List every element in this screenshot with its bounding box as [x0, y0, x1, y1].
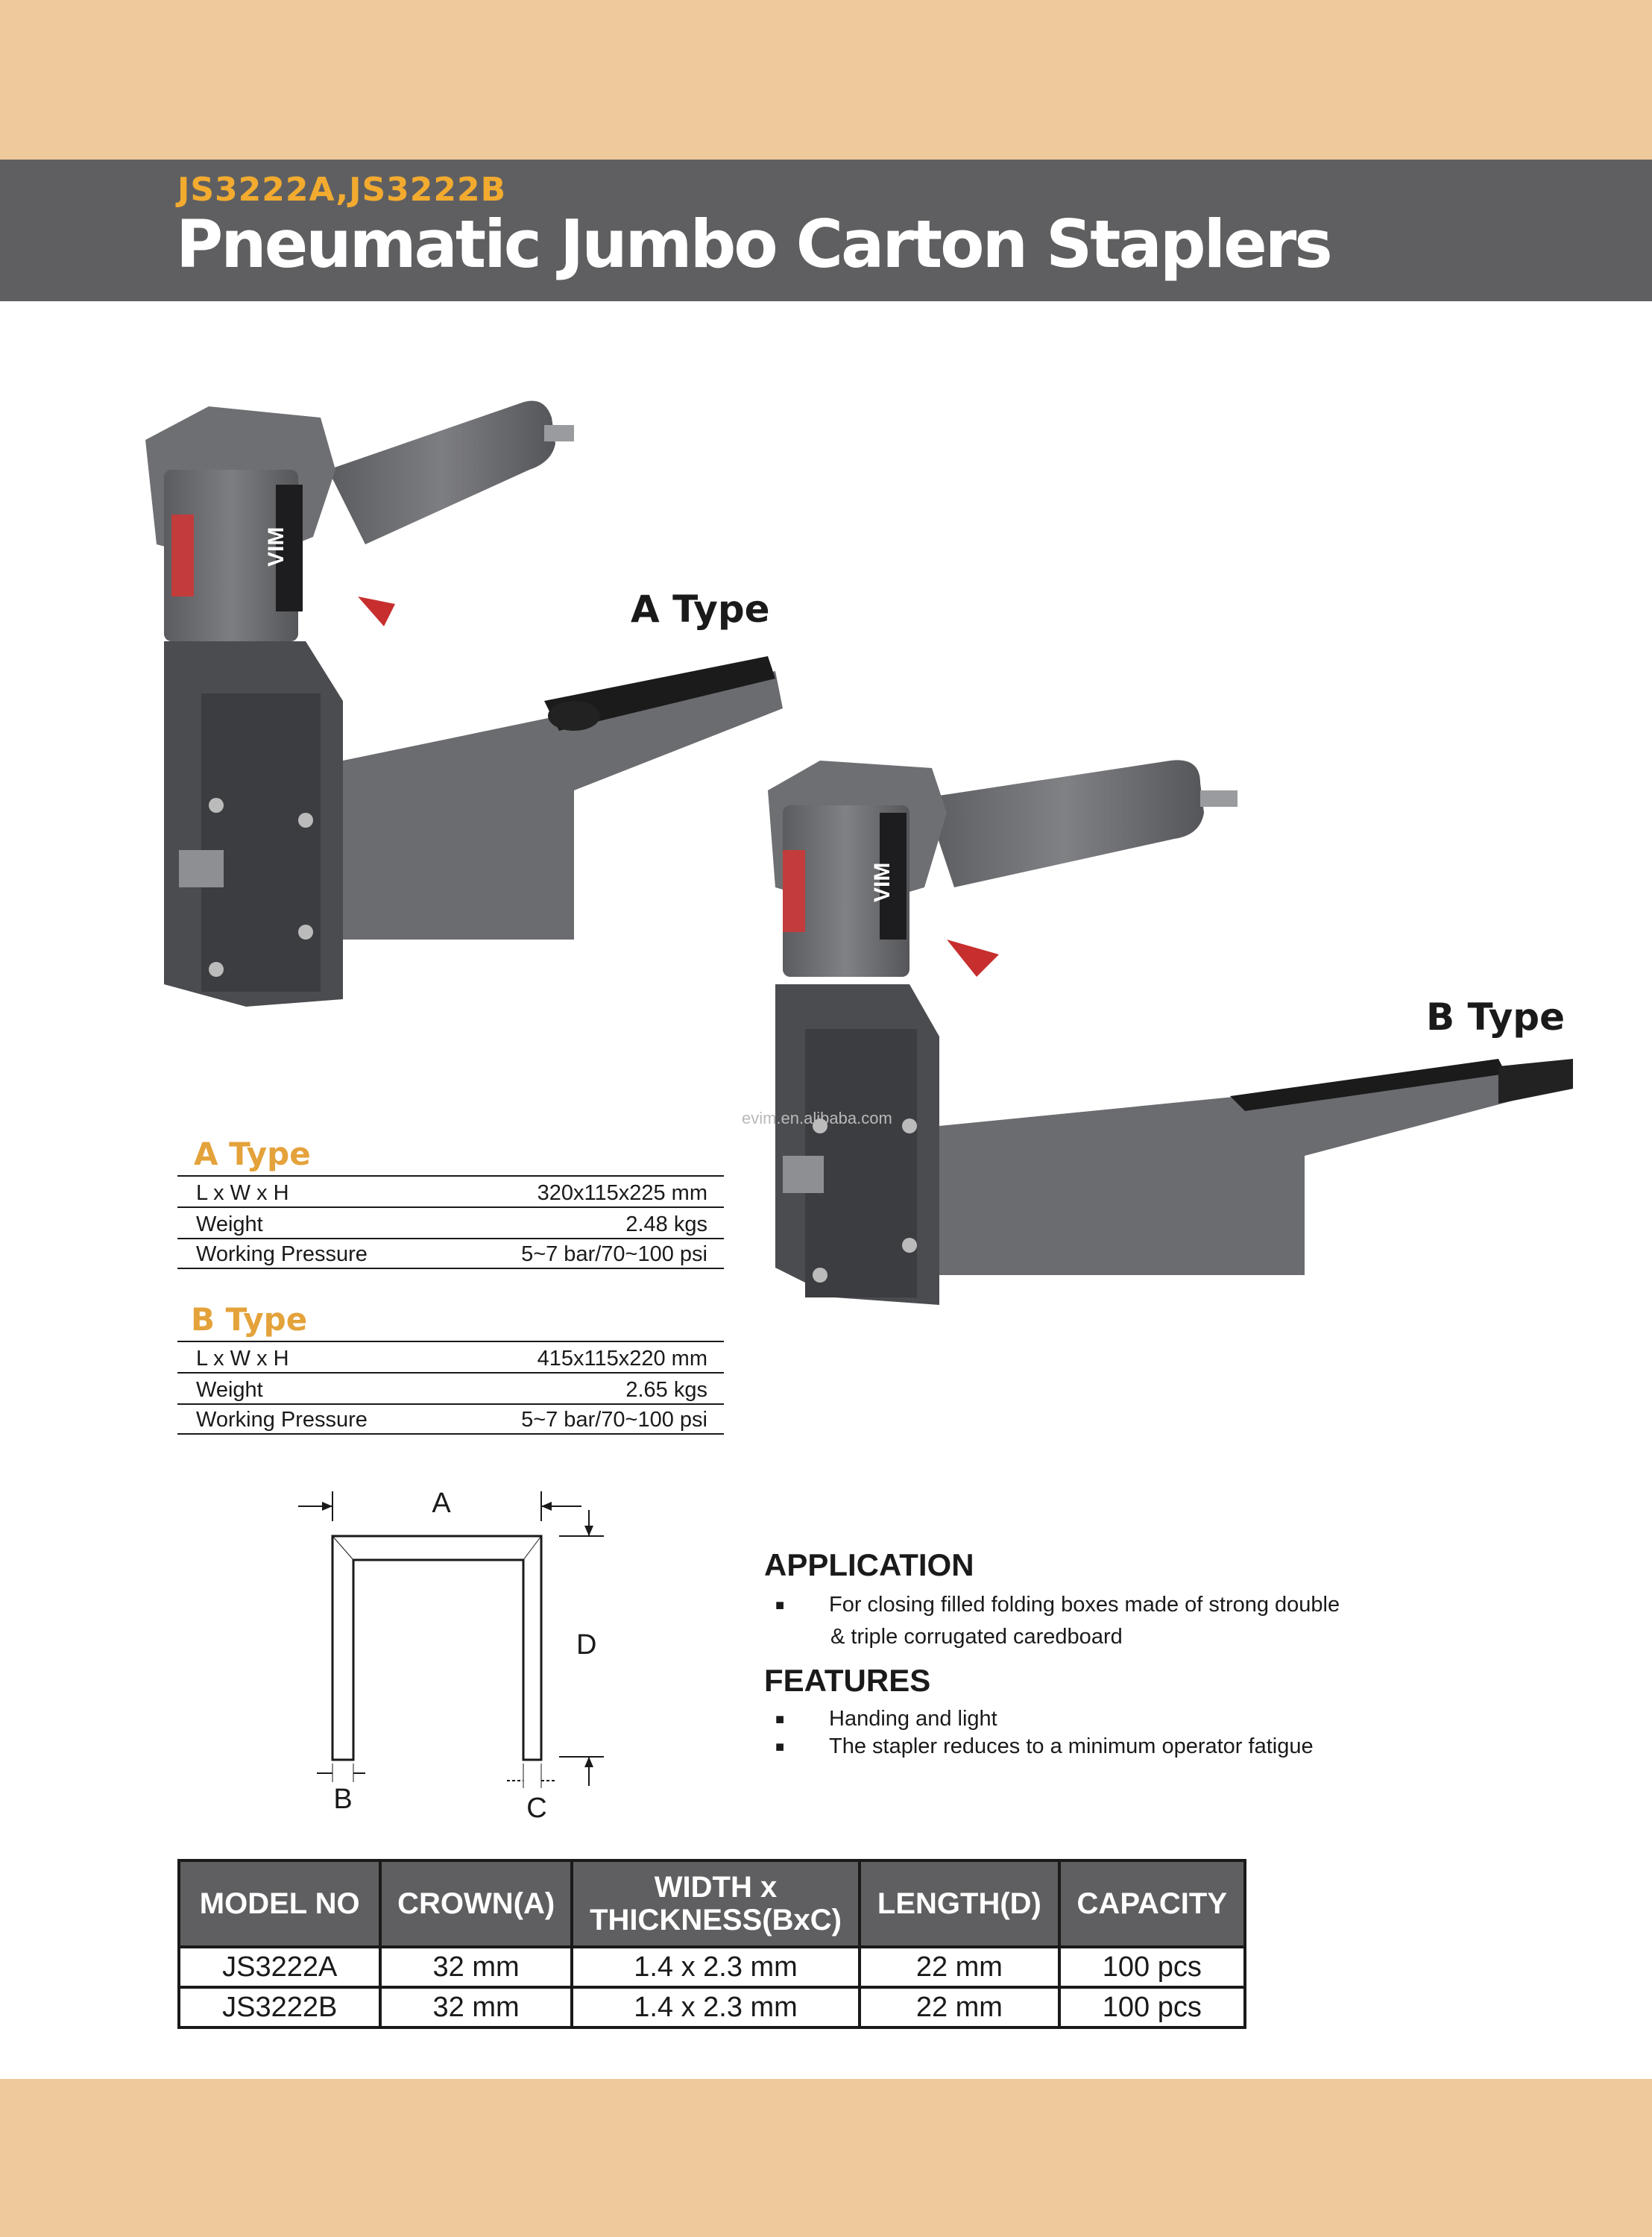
cell-crown: 32 mm — [380, 1947, 571, 1987]
features-heading: FEATURES — [764, 1663, 931, 1698]
application-line-2: & triple corrugated caredboard — [830, 1625, 1123, 1649]
header-model-no: MODEL NO — [179, 1860, 380, 1947]
application-line-1: For closing filled folding boxes made of strong double — [829, 1593, 1340, 1617]
cell-width-thickness: 1.4 x 2.3 mm — [572, 1947, 860, 1987]
spec-label: L x W x H — [196, 1347, 289, 1371]
model-numbers: JS3222A,JS3222B — [177, 171, 507, 209]
application-item — [775, 1590, 1340, 1620]
header-width-thickness — [572, 1860, 860, 1947]
staple-dimension-diagram — [283, 1476, 626, 1834]
a-type-specs — [177, 1133, 724, 1269]
bullet-square-icon: ■ — [775, 1597, 785, 1614]
spec-label: L x W x H — [196, 1181, 289, 1205]
spec-title: B Type — [191, 1301, 308, 1338]
features-item-text: Handing and light — [829, 1707, 997, 1731]
spec-value: 5~7 bar/70~100 psi — [521, 1408, 707, 1432]
spec-row — [177, 1341, 724, 1372]
model-table — [177, 1859, 1246, 2029]
cell-model: JS3222A — [179, 1947, 380, 1987]
a-type-brand-logo: VIM — [264, 526, 289, 567]
header-thickness-line: THICKNESS(BxC) — [590, 1904, 842, 1936]
dimension-c-label: C — [526, 1793, 547, 1824]
application-item-continued — [830, 1622, 1123, 1652]
spec-row — [177, 1403, 724, 1435]
features-item — [775, 1731, 1314, 1762]
spec-value: 320x115x225 mm — [537, 1181, 707, 1205]
b-type-label: B Type — [1426, 995, 1565, 1039]
bullet-square-icon: ■ — [775, 1711, 785, 1728]
header-length: LENGTH(D) — [860, 1860, 1059, 1947]
spec-row — [177, 1175, 724, 1206]
spec-title: A Type — [194, 1136, 311, 1172]
features-item — [775, 1704, 997, 1734]
spec-row — [177, 1206, 724, 1238]
dimension-a-label: A — [432, 1488, 451, 1519]
spec-value: 2.65 kgs — [625, 1378, 707, 1402]
spec-label: Working Pressure — [196, 1408, 368, 1432]
table-row — [179, 1987, 1245, 2027]
features-item-text: The stapler reduces to a minimum operator fatigue — [829, 1734, 1314, 1758]
watermark: evim.en.alibaba.com — [742, 1109, 892, 1127]
b-type-specs — [177, 1299, 724, 1435]
spec-label: Working Pressure — [196, 1242, 368, 1266]
dimension-d-label: D — [576, 1629, 597, 1661]
header-width-line: WIDTH x — [654, 1871, 778, 1904]
bottom-band — [0, 2079, 1652, 2237]
spec-value: 415x115x220 mm — [537, 1347, 707, 1371]
spec-value: 2.48 kgs — [625, 1212, 707, 1236]
cell-capacity: 100 pcs — [1059, 1947, 1245, 1987]
cell-length: 22 mm — [860, 1987, 1059, 2027]
cell-capacity: 100 pcs — [1059, 1987, 1245, 2027]
page-title: Pneumatic Jumbo Carton Staplers — [176, 206, 1331, 283]
table-row — [179, 1947, 1245, 1987]
cell-model: JS3222B — [179, 1987, 380, 2027]
cell-width-thickness: 1.4 x 2.3 mm — [572, 1987, 860, 2027]
header-crown: CROWN(A) — [380, 1860, 571, 1947]
header-capacity: CAPACITY — [1059, 1860, 1245, 1947]
application-heading: APPLICATION — [764, 1547, 974, 1582]
dimension-b-label: B — [333, 1784, 353, 1815]
cell-length: 22 mm — [860, 1947, 1059, 1987]
spec-row — [177, 1372, 724, 1403]
spec-value: 5~7 bar/70~100 psi — [521, 1242, 707, 1266]
a-type-stapler-image — [127, 373, 798, 1014]
spec-label: Weight — [196, 1212, 263, 1236]
spec-label: Weight — [196, 1378, 263, 1402]
cell-crown: 32 mm — [380, 1987, 571, 2027]
top-band — [0, 0, 1652, 160]
bullet-square-icon: ■ — [775, 1739, 785, 1756]
a-type-label: A Type — [631, 588, 770, 631]
spec-row — [177, 1238, 724, 1269]
table-header-row — [179, 1860, 1245, 1947]
b-type-brand-logo: VIM — [870, 862, 895, 902]
